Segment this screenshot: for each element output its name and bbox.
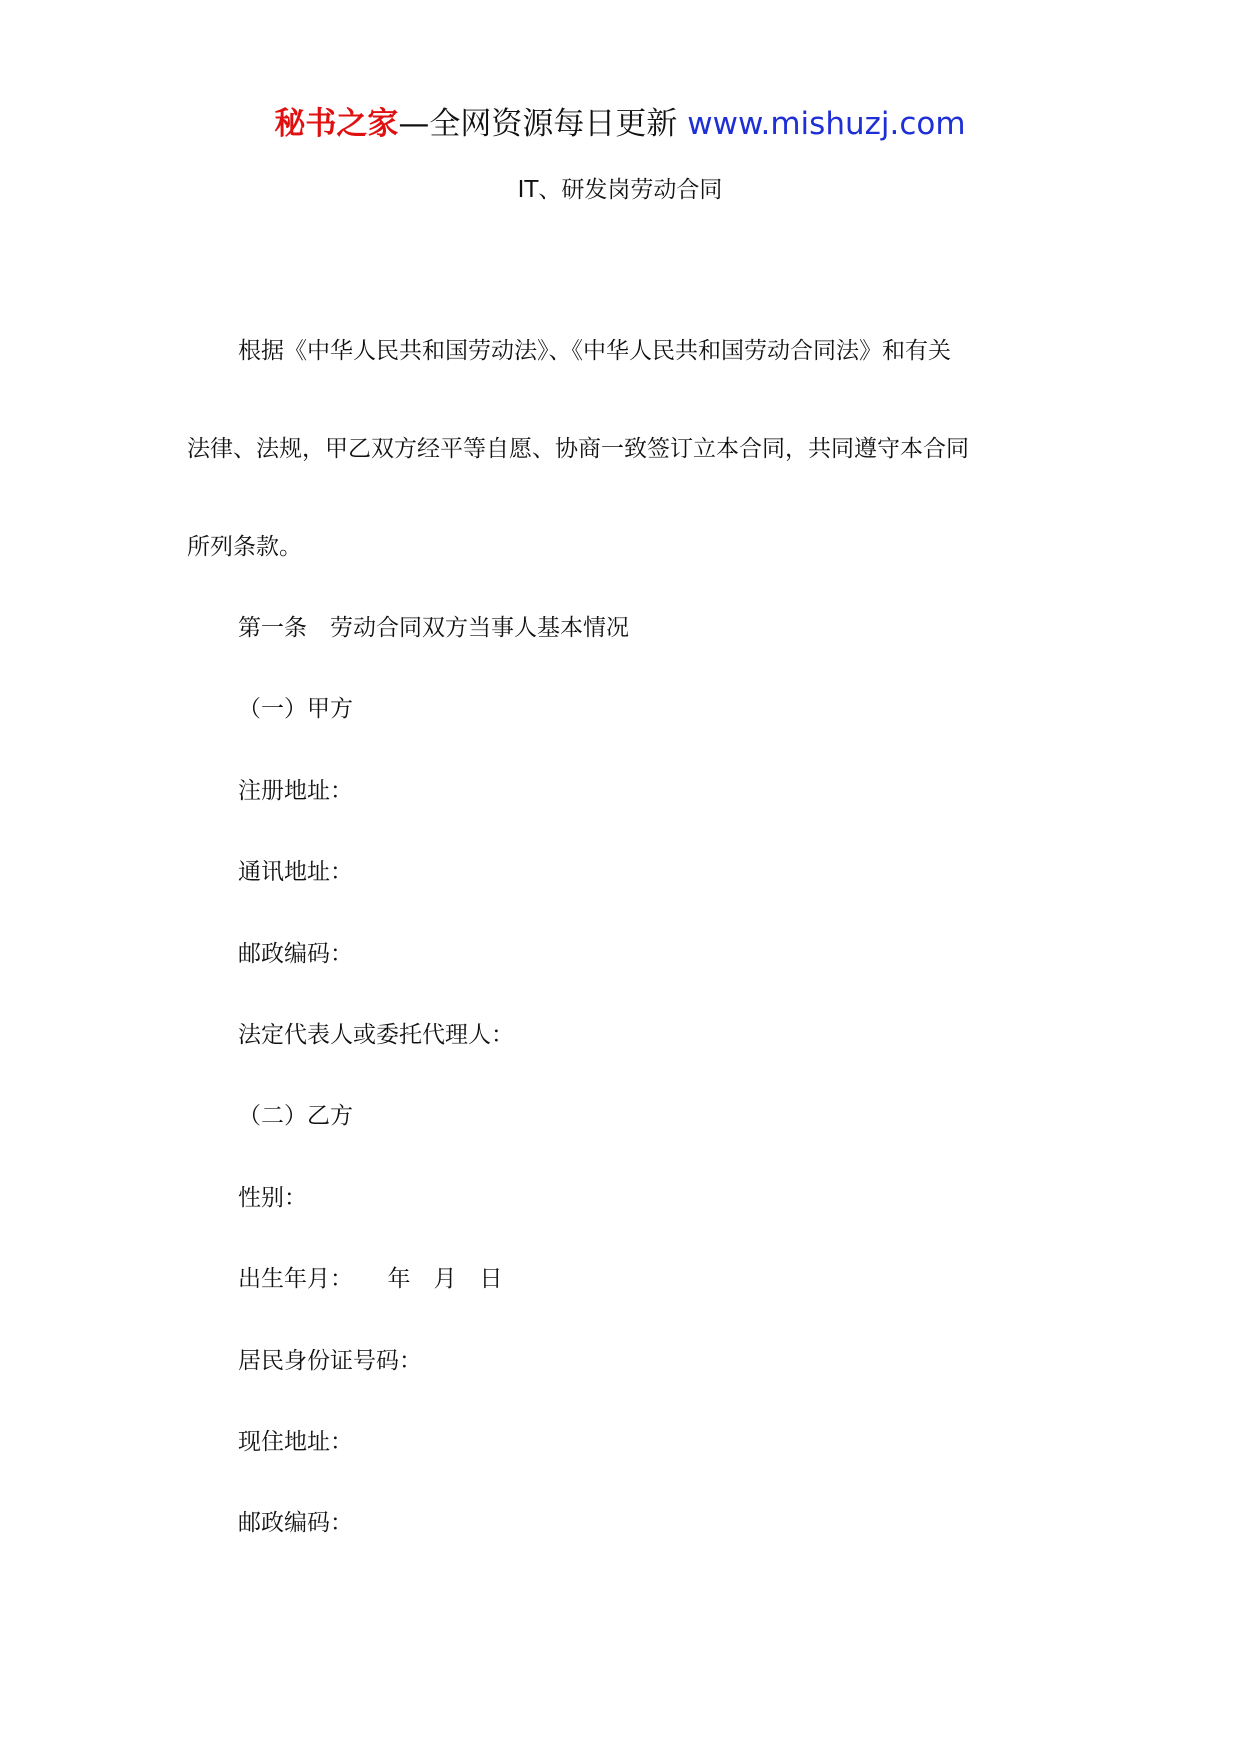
- party-a-postal-code-label: 邮政编码：: [238, 941, 353, 967]
- document-title: IT、研发岗劳动合同: [517, 177, 723, 203]
- intro-paragraph-line-2: 法律、法规，甲乙双方经平等自愿、协商一致签订立本合同，共同遵守本合同: [187, 436, 969, 462]
- party-b-current-address-label: 现住地址：: [238, 1429, 353, 1455]
- party-a-legal-representative-label: 法定代表人或委托代理人：: [238, 1022, 514, 1048]
- site-header: [0, 102, 1240, 146]
- intro-paragraph-line-3: 所列条款。: [187, 534, 302, 560]
- party-a-registered-address-label: 注册地址：: [238, 778, 353, 804]
- article-1-heading: 第一条 劳动合同双方当事人基本情况: [238, 615, 629, 641]
- party-b-gender-label: 性别：: [238, 1185, 307, 1211]
- brand-name: 秘书之家: [274, 106, 399, 142]
- party-b-heading: （二）乙方: [238, 1103, 353, 1129]
- party-b-postal-code-label: 邮政编码：: [238, 1510, 353, 1536]
- intro-paragraph-line-1: 根据《中华人民共和国劳动法》、《中华人民共和国劳动合同法》和有关: [238, 338, 951, 364]
- site-url-link[interactable]: www.mishuzj.com: [687, 106, 966, 142]
- party-a-mailing-address-label: 通讯地址：: [238, 859, 353, 885]
- party-b-birth-date-label: 出生年月： 年 月 日: [238, 1266, 503, 1292]
- party-b-id-number-label: 居民身份证号码：: [238, 1348, 422, 1374]
- party-a-heading: （一）甲方: [238, 696, 353, 722]
- header-tagline: —全网资源每日更新: [398, 106, 688, 142]
